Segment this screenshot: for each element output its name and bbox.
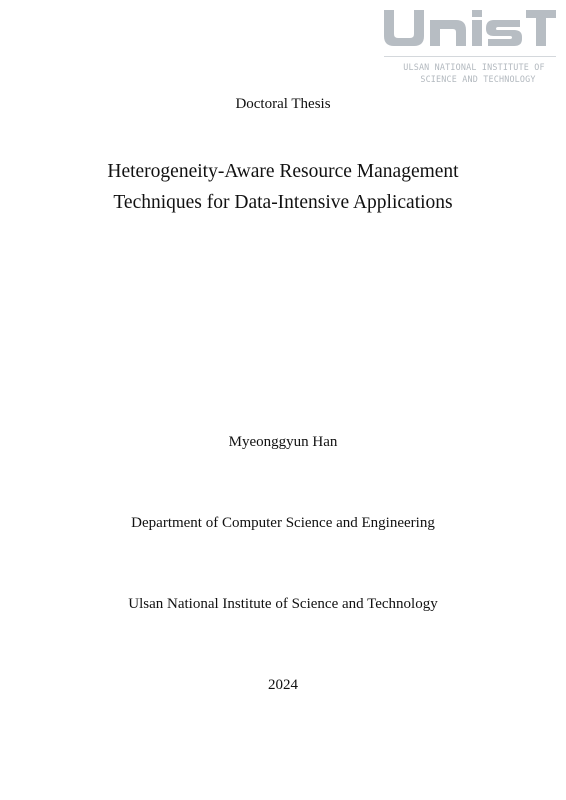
unist-logo	[382, 8, 558, 84]
thesis-title-line2: Techniques for Data-Intensive Applications	[113, 191, 453, 213]
thesis-title	[0, 157, 566, 218]
logo-subtitle-line1: ULSAN NATIONAL INSTITUTE OF	[403, 62, 545, 72]
institution-name: Ulsan National Institute of Science and Technology	[128, 596, 438, 612]
thesis-year: 2024	[268, 677, 298, 693]
document-type: Doctoral Thesis	[235, 96, 331, 112]
logo-divider	[384, 56, 556, 57]
logo-subtitle-line2: SCIENCE AND TECHNOLOGY	[420, 74, 536, 84]
author-name: Myeonggyun Han	[228, 434, 338, 450]
department-name: Department of Computer Science and Engineering	[131, 515, 435, 531]
thesis-title-line1: Heterogeneity-Aware Resource Management	[107, 161, 459, 182]
unist-wordmark-logo	[382, 8, 558, 48]
